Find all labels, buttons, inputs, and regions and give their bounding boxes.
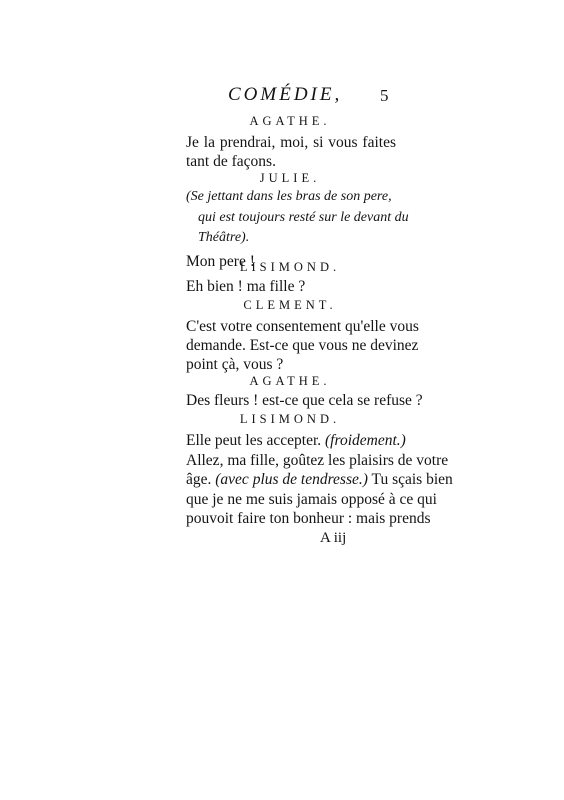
stage-direction: (avec plus de tendresse.) (215, 471, 368, 488)
text-line: Des fleurs ! est-ce que cela se refuse ? (186, 392, 423, 409)
text-line: pouvoit faire ton bonheur : mais prends (186, 510, 431, 527)
text-line: Mon pere ! (186, 253, 255, 270)
text-line: que je ne me suis jamais opposé à ce qui (186, 491, 437, 508)
speaker-name: AGATHE. (249, 374, 331, 388)
text-line: Elle peut les accepter. (froidement.) (186, 432, 406, 449)
text-line: Allez, ma fille, goûtez les plaisirs de votre (186, 452, 449, 469)
speaker-name: LISIMOND. (239, 412, 341, 426)
speaker-name: LISIMOND. (239, 260, 341, 274)
page-number: 5 (380, 86, 389, 105)
text-line: Je la prendrai, moi, si vous faites (186, 134, 396, 151)
running-title: COMÉDIE, (228, 84, 343, 105)
catchword: A iij (320, 530, 347, 546)
text-line: demande. Est-ce que vous ne devinez (186, 337, 419, 354)
speaker-name: CLEMENT. (243, 298, 337, 312)
stage-direction: Théâtre). (198, 230, 250, 245)
text-line: âge. (avec plus de tendresse.) Tu sçais bien (186, 471, 453, 488)
stage-direction: (froidement.) (325, 432, 406, 449)
stage-direction: qui est toujours resté sur le devant du (198, 210, 409, 225)
speaker-name: AGATHE. (249, 114, 331, 128)
text-line: Eh bien ! ma fille ? (186, 278, 306, 295)
stage-direction: (Se jettant dans les bras de son pere, (186, 189, 392, 204)
text-line: point çà, vous ? (186, 356, 284, 373)
page-header (0, 84, 564, 108)
text-line: tant de façons. (186, 153, 276, 170)
text-line: C'est votre consentement qu'elle vous (186, 318, 419, 335)
speaker-name: JULIE. (259, 171, 321, 185)
